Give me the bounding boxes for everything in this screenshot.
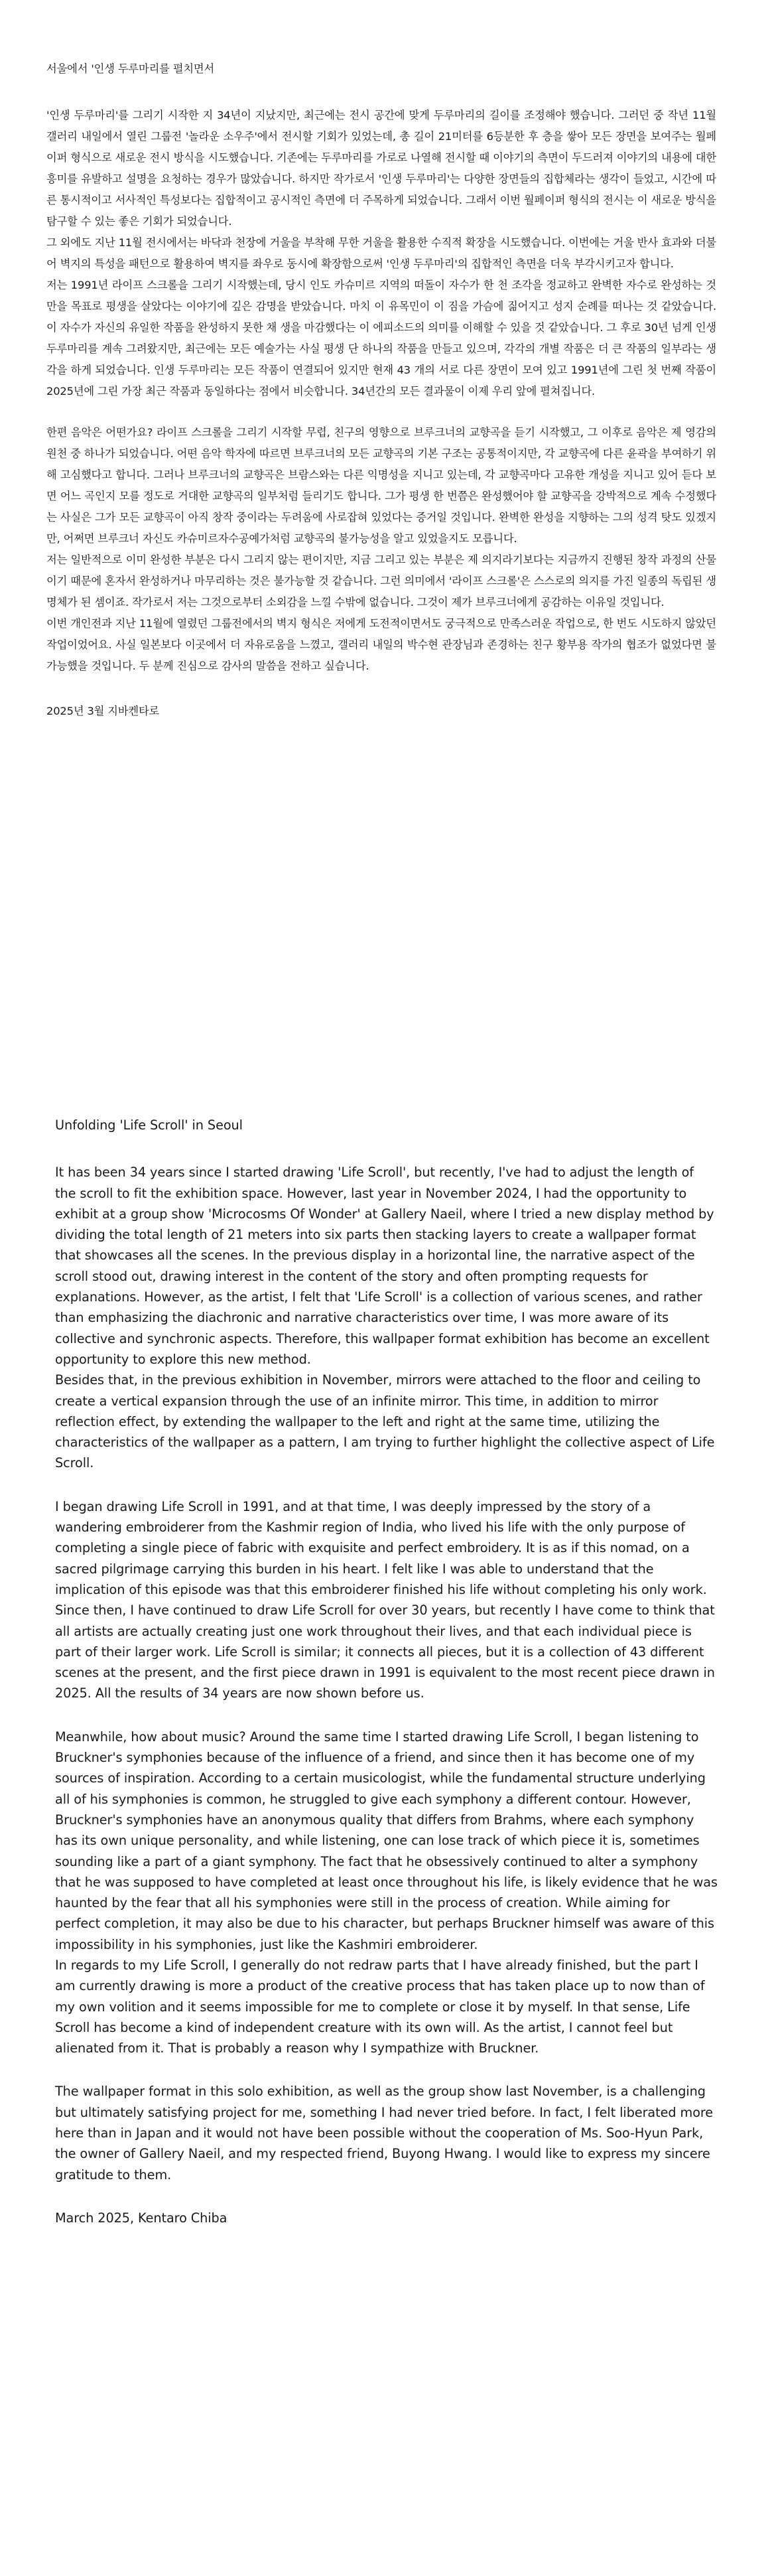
english-statement: [55, 1115, 718, 2228]
paragraph-spacer: [55, 1474, 718, 1496]
paragraph-spacer: [46, 402, 716, 422]
korean-paragraph: 한편 음악은 어떤가요? 라이프 스크롤을 그리기 시작할 무렵, 친구의 영향으로 브루크너의 교향곡을 듣기 시작했고, 그 이후로 음악은 제 영감의 원천 중 하나가 되었습니다. 어떤 음악 학자에 따르면 브루크너의 모든 교향곡의 기본 구조는 공통적이지만, 각 교향곡에 다른 윤곽을 부여하기 위해 고심했다고 합니다. 그러나 브루크너의 교향곡은 브람스와는 다른 익명성을 지니고 있는데, 각 교향곡마다 고유한 개성을 지니고 있어 듣다 보면 어느 곡인지 모를 정도로 거대한 교향곡의 일부처럼 들리기도 합니다. 그가 평생 한 번쯤은 완성했어야 할 교향곡을 강박적으로 계속 수정했다는 사실은 그가 모든 교향곡이 아직 창작 중이라는 두려움에 사로잡혀 있었다는 증거일 것입니다. 완벽한 완성을 지향하는 그의 성격 탓도 있겠지만, 어쩌면 브루크너 자신도 카슈미르자수공예가처럼 교향곡의 불가능성을 알고 있었을지도 모릅니다. 저는 일반적으로 이미 완성한 부분은 다시 그리지 않는 편이지만, 지금 그리고 있는 부분은 제 의지라기보다는 지금까지 진행된 창작 과정의 산물이기 때문에 혼자서 완성하거나 마무리하는 것은 불가능할 것 같습니다. 그런 의미에서 '라이프 스크롤'은 스스로의 의지를 가진 일종의 독립된 생명체가 된 셈이죠. 작가로서 저는 그것으로부터 소외감을 느낄 수밖에 없습니다. 그것이 제가 브루크너에게 공감하는 이유일 것입니다. 이번 개인전과 지난 11월에 열렸던 그룹전에서의 벽지 형식은 저에게 도전적이면서도 궁극적으로 만족스러운 작업으로, 한 번도 시도하지 않았던 작업이었어요. 사실 일본보다 이곳에서 더 자유로움을 느꼈고, 갤러리 내일의 박수현 관장님과 존경하는 친구 황부용 작가의 협조가 없었다면 불가능했을 것입니다. 두 분께 진심으로 감사의 말씀을 전하고 싶습니다.: [46, 426, 716, 672]
english-paragraph: The wallpaper format in this solo exhibition, as well as the group show last November, is a challenging but ultimately satisfying project for me, something I had never tried before. In fact, I felt liberated more here than in Japan and it would not have been possible without the cooperation of Ms. Soo-Hyun Park, the owner of Gallery Naeil, and my respected friend, Buyong Hwang. I would like to express my sincere gratitude to them.: [55, 2084, 714, 2182]
korean-title: 서울에서 '인생 두루마리를 펼치면서: [46, 62, 215, 75]
korean-paragraph: '인생 두루마리'를 그리기 시작한 지 34년이 지났지만, 최근에는 전시 공간에 맞게 두루마리의 길이를 조정해야 했습니다. 그러던 중 작년 11월 갤러리 내일에서 열린 그룹전 '놀라운 소우주'에서 전시할 기회가 있었는데, 총 길이 21미터를 6등분한 후 층을 쌓아 모든 장면을 보여주는 월페이퍼 형식으로 새로운 전시 방식을 시도했습니다. 기존에는 두루마리를 가로로 나열해 전시할 때 이야기의 측면이 두드러져 이야기의 내용에 대한 흥미를 유발하고 설명을 요청하는 경우가 많았습니다. 하지만 작가로서 '인생 두루마리'는 다양한 장면들의 집합체라는 생각이 들었고, 시간에 따른 통시적이고 서사적인 특성보다는 집합적이고 공시적인 측면에 더 주목하게 되었습니다. 그래서 이번 월페이퍼 형식의 전시는 이 새로운 방식을 탐구할 수 있는 좋은 기회가 되었습니다. 그 외에도 지난 11월 전시에서는 바닥과 천장에 거울을 부착해 무한 거울을 활용한 수직적 확장을 시도했습니다. 이번에는 거울 반사 효과와 더불어 벽지의 특성을 패턴으로 활용하여 벽지를 좌우로 동시에 확장함으로써 '인생 두루마리'의 집합적인 측면을 더욱 부각시키고자 합니다. 저는 1991년 라이프 스크롤을 그리기 시작했는데, 당시 인도 카슈미르 지역의 떠돌이 자수가 한 천 조각을 정교하고 완벽한 자수로 완성하는 것만을 목표로 평생을 살았다는 이야기에 깊은 감명을 받았습니다. 마치 이 유목민이 이 짐을 가슴에 짊어지고 성지 순례를 떠나는 것 같았습니다. 이 자수가 자신의 유일한 작품을 완성하지 못한 채 생을 마감했다는 이 에피소드의 의미를 이해할 수 있을 것 같았습니다. 그 후로 30년 넘게 인생 두루마리를 계속 그려왔지만, 최근에는 모든 예술가는 사실 평생 단 하나의 작품을 만들고 있으며, 각각의 개별 작품은 더 큰 작품의 일부라는 생각을 하게 되었습니다. 인생 두루마리는 모든 작품이 연결되어 있지만 현재 43 개의 서로 다른 장면이 모여 있고 1991년에 그린 첫 번째 작품이 2025년에 그린 가장 최근 작품과 동일하다는 점에서 비슷합니다. 34년간의 모든 결과물이 이제 우리 앞에 펼쳐집니다.: [46, 109, 716, 397]
paragraph-spacer: [55, 1704, 718, 1727]
english-paragraph: It has been 34 years since I started drawing 'Life Scroll', but recently, I've had to adjust the length of the scroll to fit the exhibition space. However, last year in November 2024, I had the opportunity to exhibit at a group show 'Microcosms Of Wonder' at Gallery Naeil, where I tried a new display method by dividing the total length of 21 meters into six parts then stacking layers to create a wallpaper format that showcases all the scenes. In the previous display in a horizontal line, the narrative aspect of the scroll stood out, drawing interest in the content of the story and often prompting requests for explanations. However, as the artist, I felt that 'Life Scroll' is a collection of various scenes, and rather than emphasizing the diachronic and narrative characteristics over time, I was more aware of its collective and synchronic aspects. Therefore, this wallpaper format exhibition has become an excellent opportunity to explore this new method. Besides that, in the previous exhibition in November, mirrors were attached to the floor and ceiling to create a vertical expansion through the use of an infinite mirror. This time, in addition to mirror reflection effect, by extending the wallpaper to the left and right at the same time, utilizing the characteristics of the wallpaper as a pattern, I am trying to further highlight the collective aspect of Life Scroll.: [55, 1165, 715, 1471]
paragraph-spacer: [55, 2058, 718, 2081]
english-title: Unfolding 'Life Scroll' in Seoul: [55, 1117, 243, 1133]
english-paragraph: I began drawing Life Scroll in 1991, and at that time, I was deeply impressed by the story of a wandering embroiderer from the Kashmir region of India, who lived his life with the only purpose of completing a single piece of fabric with exquisite and perfect embroidery. It is as if this nomad, on a sacred pilgrimage carrying this burden in his heart. I felt like I was able to understand that the implication of this episode was that this embroiderer finished his life without completing his only work. Since then, I have continued to draw Life Scroll for over 30 years, but recently I have come to think that all artists are actually creating just one work throughout their lives, and that each individual piece is part of their larger work. Life Scroll is similar; it connects all pieces, but it is a collection of 43 different scenes at the present, and the first piece drawn in 1991 is equivalent to the most recent piece drawn in 2025. All the results of 34 years are now shown before us.: [55, 1498, 715, 1701]
english-signature: March 2025, Kentaro Chiba: [55, 2210, 227, 2226]
english-paragraph: Meanwhile, how about music? Around the same time I started drawing Life Scroll, I began listening to Bruckner's symphonies because of the influence of a friend, and since then it has become one of my sources of inspiration. According to a certain musicologist, while the fundamental structure underlying all of his symphonies is common, he struggled to give each symphony a different contour. However, Bruckner's symphonies have an anonymous quality that differs from Brahms, where each symphony has its own unique personality, and while listening, one can lose track of which piece it is, sometimes sounding like a part of a giant symphony. The fact that he obsessively continued to alter a symphony that he was supposed to have completed at least once throughout his life, is likely evidence that he was haunted by the fear that all his symphonies were still in the process of creation. While aiming for perfect completion, it may also be due to his character, but perhaps Bruckner himself was aware of this impossibility in his symphonies, just like the Kashmiri embroiderer. In regards to my Life Scroll, I generally do not redraw parts that I have already finished, but the part I am currently drawing is more a product of the creative process that has taken place up to now than of my own volition and it seems impossible for me to complete or close it by myself. In that sense, Life Scroll has become a kind of independent creature with its own will. As the artist, I cannot feel but alienated from it. That is probably a reason why I sympathize with Bruckner.: [55, 1729, 718, 2056]
korean-statement: [46, 58, 716, 722]
korean-signature: 2025년 3월 지바켄타로: [46, 705, 160, 717]
